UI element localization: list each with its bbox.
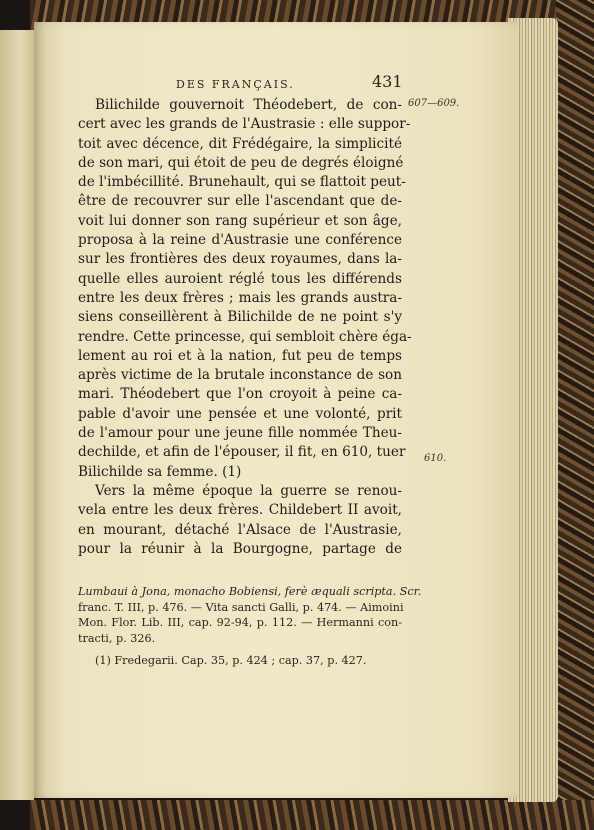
text-line: de l'imbécillité. Brunehault, qui se flattoit peut- <box>78 174 406 191</box>
footnote-line: Mon. Flor. Lib. III, cap. 92-94, p. 112. — Hermanni con- <box>78 616 402 630</box>
margin-note-years: 607—609. <box>408 98 460 109</box>
text-line: de son mari, qui étoit de peu de degrés éloigné <box>78 154 404 171</box>
text-line: sur les frontières des deux royaumes, dans la- <box>78 251 402 268</box>
text-line: rendre. Cette princesse, qui sembloit chère éga- <box>78 328 412 345</box>
text-line: Bilichilde gouvernoit Théodebert, de con- <box>95 97 402 113</box>
footnote-reference: (1) Fredegarii. Cap. 35, p. 424 ; cap. 37, p. 427. <box>95 654 367 668</box>
text-line: en mourant, détaché l'Alsace de l'Austrasie, <box>78 521 402 538</box>
margin-note-year: 610. <box>424 453 447 464</box>
text-line: siens conseillèrent à Bilichilde de ne point s'y <box>78 309 402 326</box>
running-header: DES FRANÇAIS. <box>176 78 295 91</box>
text-line: voit lui donner son rang supérieur et son âge, <box>78 212 402 229</box>
text-line: Vers la même époque la guerre se renou- <box>95 482 402 499</box>
text-line: pour la réunir à la Bourgogne, partage de <box>78 540 402 557</box>
text-line: dechilde, et afin de l'épouser, il fit, en 610, tuer <box>78 444 406 461</box>
text-line: être de recouvrer sur elle l'ascendant que de- <box>78 193 402 210</box>
footnote-line: tracti, p. 326. <box>78 631 156 645</box>
text-line: toit avec décence, dit Frédégaire, la simplicité <box>78 135 402 152</box>
book-cover-bottom <box>30 800 594 830</box>
text-line: entre les deux frères ; mais les grands austra- <box>78 289 402 306</box>
text-line: de l'amour pour une jeune fille nommée Theu- <box>78 425 402 442</box>
text-line: cert avec les grands de l'Austrasie : elle suppor- <box>78 116 411 133</box>
footnotes <box>78 584 422 669</box>
text-line: quelle elles auroient réglé tous les différends <box>78 270 402 287</box>
text-line: lement au roi et à la nation, fut peu de temps <box>78 347 402 364</box>
footnote-line: Lumbaui à Jona, monacho Bobiensi, ferè æquali scripta. Scr. <box>78 585 422 598</box>
text-line: après victime de la brutale inconstance de son <box>78 367 402 384</box>
page-number: 431 <box>372 72 403 91</box>
text-line: proposa à la reine d'Austrasie une conférence <box>78 232 402 249</box>
text-line: mari. Théodebert que l'on croyoit à peine ca- <box>78 386 402 403</box>
body-text <box>78 96 412 559</box>
text-line: vela entre les deux frères. Childebert II avoit, <box>78 502 402 519</box>
text-line: pable d'avoir une pensée et une volonté, prit <box>78 405 402 422</box>
book-cover-right <box>556 0 594 830</box>
facing-page-edge <box>0 30 34 800</box>
footnote-line: franc. T. III, p. 476. — Vita sancti Galli, p. 474. — Aimoini <box>78 600 404 614</box>
text-line: Bilichilde sa femme. (1) <box>78 463 242 480</box>
